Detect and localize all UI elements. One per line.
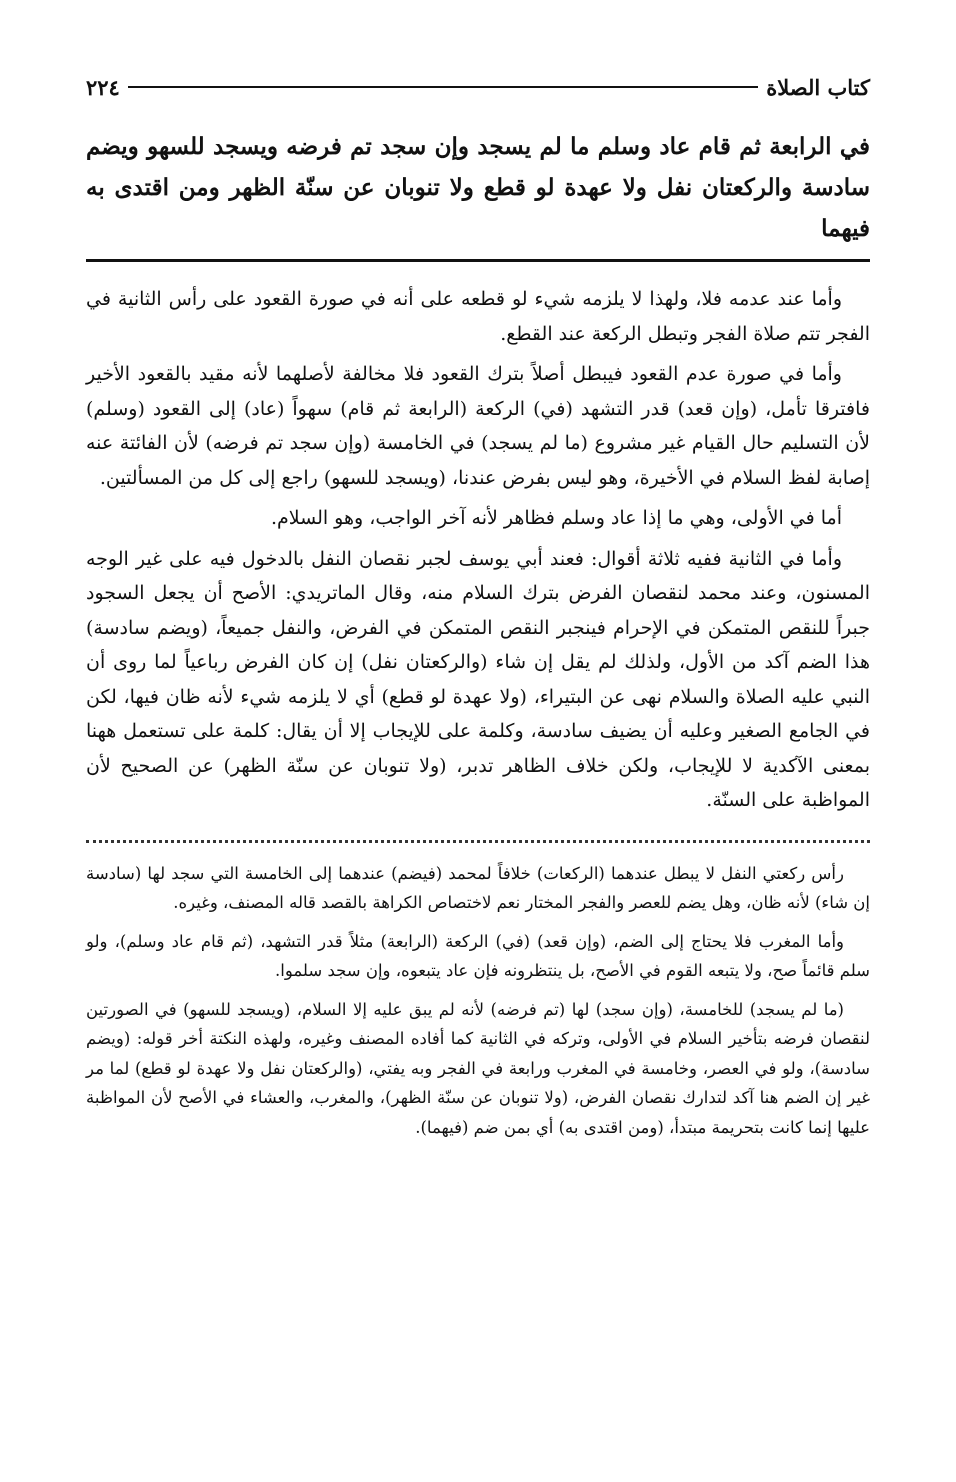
commentary-paragraph: وأما في الثانية ففيه ثلاثة أقوال: فعند أبي يوسف لجبر نقصان النفل بالدخول فيه على غير الوجه المسنون، وعند محمد لنقصان الفرض بترك السلام منه، وقال الماتريدي: الأصح أن يجعل السجود جبراً للنقص المتمكن في الإحرام فينجبر النقص المتمكن في الفرض، والنفل جميعاً، (ويضم سادسة) هذا الضم آكد من الأول، ولذلك لم يقل إن شاء (والركعتان نفل) إن كان الفرض رباعياً لما روى أن النبي عليه الصلاة والسلام نهى عن البتيراء، (ولا عهدة لو قطع) أي لا يلزمه شيء لأنه ظان فيها، لكن في الجامع الصغير وعليه أن يضيف سادسة، وكلمة على للإيجاب إلا أن يقال: كلمة على تستعمل ههنا بمعنى الآكدية لا للإيجاب، ولكن خلاف الظاهر تدبر، (ولا تنوبان عن سنّة الظهر) عن الصحيح لأن المواظبة على السنّة. <box>86 547 870 811</box>
book-title: كتاب الصلاة <box>766 74 870 100</box>
page-number: ٢٢٤ <box>86 74 120 100</box>
commentary-paragraph: وأما عند عدمه فلا، ولهذا لا يلزمه شيء لو قطعه على أنه في صورة القعود على رأس الثانية في الفجر تتم صلاة الفجر وتبطل الركعة عند القطع. <box>86 288 870 345</box>
marginal-paragraph: رأس ركعتي النفل لا يبطل عندهما (الركعات) خلافاً لمحمد (فيضم) عندهما إلى الخامسة التي سجد لها (سادسة إن شاء) لأنه ظان، وهل يضم للعصر والفجر المختار نعم لاختصاص الكراهة بالقصد قاله المصنف، وغيره. <box>86 863 870 912</box>
matn-separator <box>86 259 870 262</box>
header-rule <box>128 86 758 88</box>
marginal-paragraph: وأما المغرب فلا يحتاج إلى الضم، (وإن قعد) (في) الركعة (الرابعة) مثلاً قدر التشهد، (ثم قام عاد وسلم)، ولو سلم قائماً صح، ولا يتبعه القوم في الأصح، بل ينتظرونه فإن عاد يتبعوه، وإن سجد سلموا. <box>86 931 870 980</box>
footnote-separator <box>86 840 870 843</box>
marginal-commentary-section <box>86 859 870 1143</box>
commentary-section <box>86 282 870 818</box>
matn-text: في الرابعة ثم قام عاد وسلم ما لم يسجد وإن سجد تم فرضه ويسجد للسهو ويضم سادسة والركعتان نفل ولا عهدة لو قطع ولا تنوبان عن سنّة الظهر ومن اقتدى به فيهما <box>86 133 870 242</box>
commentary-paragraph: أما في الأولى، وهي ما إذا عاد وسلم فظاهر لأنه آخر الواجب، وهو السلام. <box>270 507 842 529</box>
marginal-paragraph: (ما لم يسجد) للخامسة، (وإن سجد) لها (تم فرضه) لأنه لم يبق عليه إلا السلام، (ويسجد للسهو) في الصورتين لنقصان فرضه بتأخير السلام في الأولى، وتركه في الثانية كما أفاده المصنف وغيره، ولهذه النكتة أخر قوله: (ويضم سادسة)، ولو في العصر، وخامسة في المغرب ورابعة في الفجر وبه يفتي، (والركعتان نفل ولا عهدة لو قطع) لما مر غير إن الضم هنا آكد لتدارك نقصان الفرض، (ولا تنوبان عن سنّة الظهر)، والمغرب، والعشاء في الأصح لأن المواظبة عليها إنما كانت بتحريمة مبتدأ، (ومن اقتدى به) أي بمن ضم (فيهما). <box>86 999 870 1137</box>
commentary-paragraph: وأما في صورة عدم القعود فيبطل أصلاً بترك القعود فلا مخالفة لأصلهما لأنه مقيد بالقعود الأخير فافترقا تأمل، (وإن قعد) قدر التشهد (في) الركعة (الرابعة ثم قام) سهواً (عاد) إلى القعود (وسلم) لأن التسليم حال القيام غير مشروع (ما لم يسجد) في الخامسة (وإن سجد تم فرضه) لأن الفائتة عنه إصابة لفظ السلام في الأخيرة، وهو ليس بفرض عندنا، (ويسجد للسهو) راجع إلى كل من المسألتين. <box>86 363 870 489</box>
running-header <box>86 70 870 104</box>
book-page <box>86 70 870 1151</box>
